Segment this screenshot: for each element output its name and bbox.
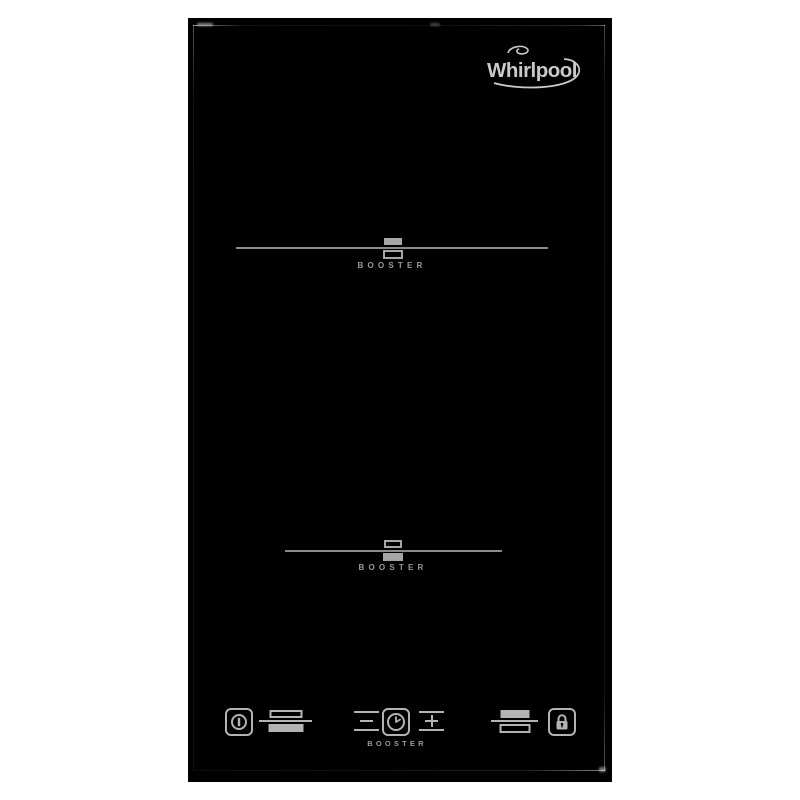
zone-select-front-icon <box>268 724 303 732</box>
timer-button[interactable] <box>382 708 410 736</box>
slider-line <box>354 729 379 731</box>
zone-select-line <box>491 720 538 722</box>
glass-glint <box>197 23 213 26</box>
slider-line <box>419 729 444 731</box>
zone-rear-indicator-icon <box>384 238 402 245</box>
power-button[interactable] <box>225 708 253 736</box>
whirlpool-logo <box>474 40 594 92</box>
zone-front-indicator-icon <box>384 540 402 548</box>
zone-select-front-icon <box>269 710 302 718</box>
rear-zone-booster-label: BOOSTER <box>357 261 427 270</box>
zone-select-line <box>259 720 312 722</box>
zone-rear-select-button[interactable] <box>491 709 538 733</box>
zone-front-indicator-icon <box>383 553 403 561</box>
lock-icon <box>551 711 573 733</box>
logo-swirl-icon <box>508 46 528 53</box>
glass-edge-highlight <box>193 25 605 26</box>
logo-wordmark: Whirlpool <box>487 59 578 82</box>
glass-edge-highlight <box>193 25 194 771</box>
zone-select-rear-icon <box>500 710 529 718</box>
zone-select-rear-icon <box>499 724 530 733</box>
zone-front-select-button[interactable] <box>259 709 312 733</box>
glass-glint <box>430 23 440 26</box>
slider-line <box>354 711 379 713</box>
lock-button[interactable] <box>548 708 576 736</box>
minus-button[interactable] <box>354 711 379 731</box>
plus-icon <box>431 715 433 727</box>
glass-edge-highlight <box>193 770 605 771</box>
cooktop-glass-surface <box>188 18 612 782</box>
rear-zone-line <box>236 247 548 249</box>
control-booster-label: BOOSTER <box>367 739 427 748</box>
minus-icon <box>360 720 373 722</box>
plus-button[interactable] <box>419 711 444 731</box>
timer-clock-icon <box>385 711 407 733</box>
slider-line <box>419 711 444 713</box>
power-icon <box>229 712 249 732</box>
glass-glint <box>599 767 606 772</box>
glass-edge-highlight <box>604 25 605 771</box>
zone-rear-indicator-icon <box>383 250 403 259</box>
front-zone-booster-label: BOOSTER <box>358 563 428 572</box>
front-zone-line <box>285 550 502 552</box>
